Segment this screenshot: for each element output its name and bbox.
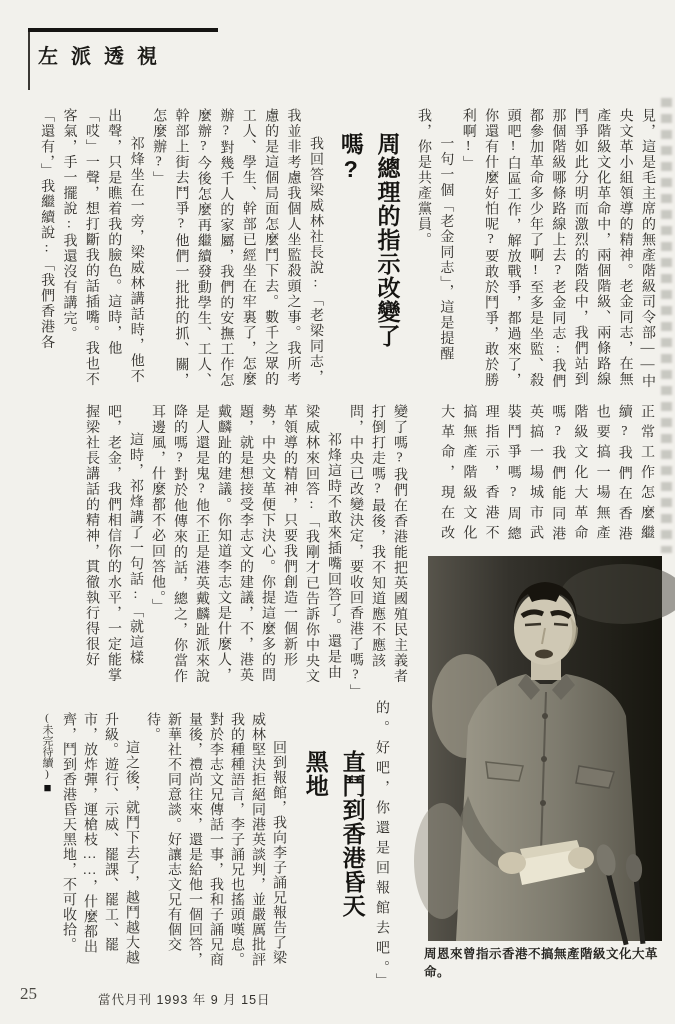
body-paragraph: 的。好吧，你還是回報館去吧。」 [374,700,389,993]
to-be-continued-note: (未完待續) [41,712,53,780]
body-paragraph: 祁烽這時不敢來插嘴回答了。還是由梁威林來回答:「我剛才已告訴你中央文革領導的精神，只要我們創造一個新形勢，中央文革便下決心。你提這麼多的問題，就是想接受李志文的建議，不，港英戴麟趾的建議。你知道李志文是什麼人，是人還是鬼?他不正是港英戴麟趾派來說降的嗎?對於他傳來的話，總之，你當作耳邊風，什麼都不必回答他。」 [150,404,341,684]
section-masthead [28,28,218,69]
text-band-3 [40,712,289,968]
body-paragraph-text: 這之後，就鬥下去了，越鬥越大越升級。遊行、示威、罷課、罷工、罷市，放炸彈，運槍枝……，什麼都出齊，鬥到香港昏天黑地，不可收拾。 [61,712,139,965]
body-paragraph: 一句一個「老金同志」，這是提醒我，你是共產黨員。 [415,108,454,362]
magazine-footer: 當代月刊 1993 年 9 月 15日 [98,993,271,1007]
body-paragraph: 「還有，」我繼續說:「我們香港各 [39,108,55,350]
article-end-square-icon: ■ [40,780,55,795]
photo-zhou-enlai [428,556,662,941]
body-paragraph: 正常工作怎麼繼續?我們在香港也要搞一場無產階級文化大革命嗎?我們能同港英搞一場城市武裝鬥爭嗎?周總理指示，香港不搞無產階級文化大革命，現在改 [439,404,654,547]
text-band-1 [39,108,658,392]
body-paragraph: 祁烽坐在一旁，梁威林講話時，他不出聲，只是瞧着我的臉色。這時，他「哎」一聲，想打斷我的話插嘴。我也不客氣，手一擺說:我還沒有講完。 [61,108,144,387]
text-band-2-over-photo [425,404,657,551]
article-headline-fight-until-dark: 直鬥到香港昏天黑地 [302,750,366,918]
body-paragraph: 見，這是毛主席的無產階級司令部——中央文革小組領導的精神。老金同志，在無產階級文化革命中，兩個階級、兩條路線鬥爭如此分明而激烈的階段中，我們站到那個階級哪條路線上去?老金同志:我們都參加革命多少年了啊!至多是坐監、殺頭吧!白區工作，解放戰爭，都過來了，你還有什麼好怕呢?要敢於鬥爭，敢於勝利啊!」 [460,108,655,389]
body-paragraph [36,712,142,968]
body-paragraph: 這時，祁烽講了一句話:「就這樣吧，老金，我們相信你的水平，一定能掌握梁社長講話的精神，貫徹執行得很好 [84,404,143,683]
page-edge-ghost-text [661,98,672,553]
body-paragraph: 回到報館，我向李子誦兄報告了梁威林堅決拒絕同港英談判，並嚴厲批評我的種種語言，李子誦兄也搖頭嘆息。對於李志文兄傳話一事，我和子誦兄商量後，禮尚往來，還是給他一個回答，新華社不同意談。好讓志文兄有個交待。 [145,712,286,967]
article-headline-zhou-directive: 周總理的指示改變了嗎? [337,132,401,348]
body-paragraph: 變了嗎?我們在香港能把英國殖民主義者打倒打走嗎?最後，我不知道應不應該問，中央已改變決定，要收回香港了嗎?」 [348,404,407,700]
page-number: 25 [20,984,37,1003]
masthead-label: 左派透視 [38,46,170,68]
text-band-2-left [54,404,410,700]
body-paragraph: 我回答梁威林社長說:「老梁同志，我並非考慮我個人坐監殺頭之事。我所考慮的是這個局面怎麼鬥下去。數千之眾的工人、學生、幹部已經坐在牢裏了，怎麼辦?對幾千人的家屬，我們的安撫工作怎麼辦?今後怎麼再繼續發動學生、工人、幹部上街去鬥爭?他們一批批的抓、關，怎麼辦?」 [151,108,323,388]
zhou-enlai-illustration [428,556,662,941]
photo-caption: 周恩來曾指示香港不搞無產階級文化大革命。 [424,947,659,979]
